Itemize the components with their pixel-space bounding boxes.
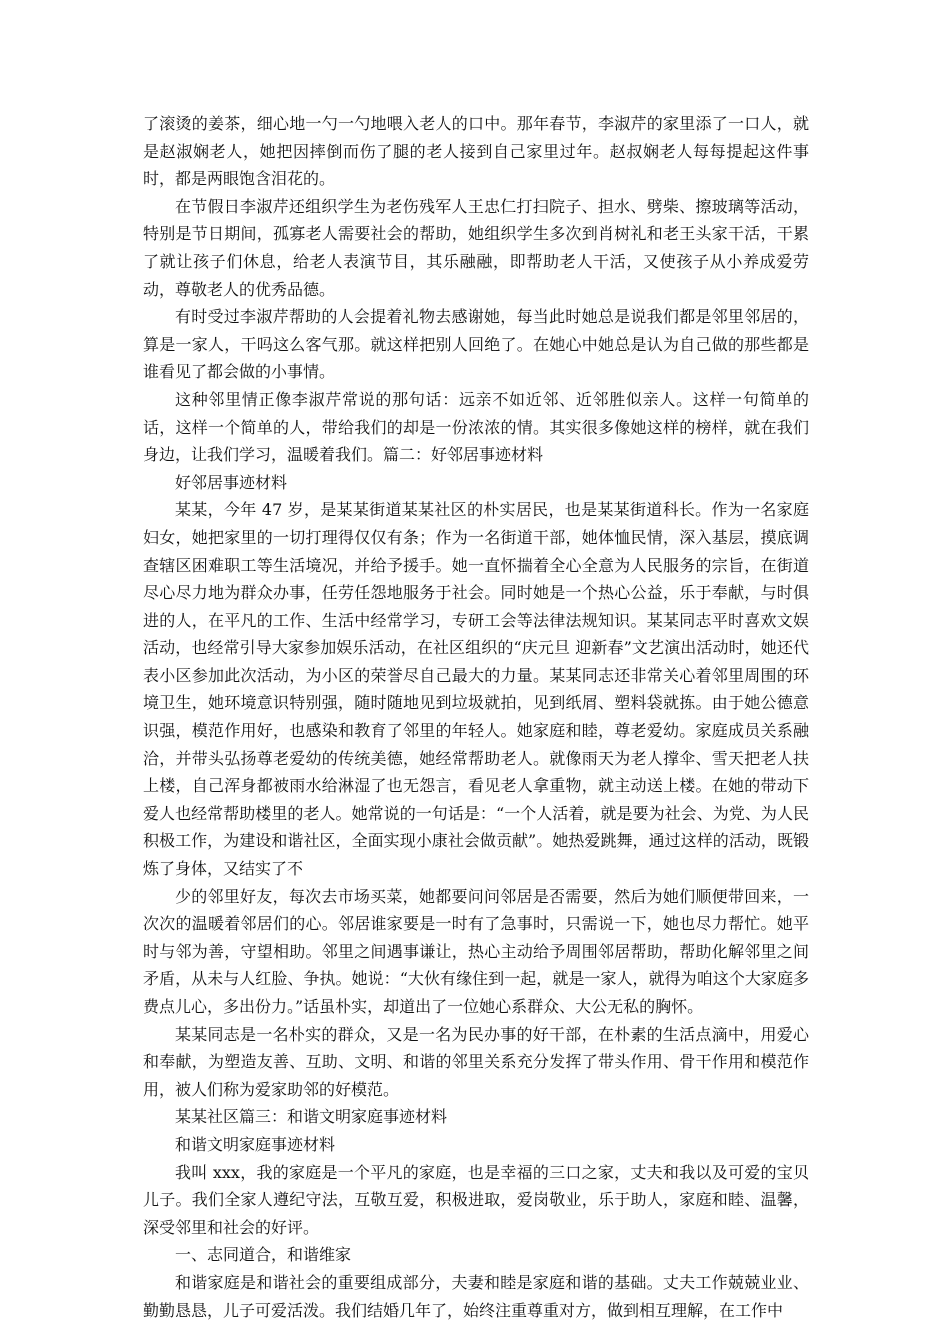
paragraph: 少的邻里好友，每次去市场买菜，她都要问问邻居是否需要，然后为她们顺便带回来，一次次的温暖着邻居们的心。邻居谁家要是一时有了急事时，只需说一下，她也尽力帮忙。她平时与邻为善，守望相助。邻里之间遇事谦让，热心主动给予周围邻居帮助，帮助化解邻里之间矛盾，从未与人红脸、争执。她说：“大伙有缘住到一起，就是一家人，就得为咱这个大家庭多费点儿心，多出份力。”话虽朴实，却道出了一位她心系群众、大公无私的胸怀。 <box>143 886 809 1016</box>
paragraph: 我叫 xxx，我的家庭是一个平凡的家庭，也是幸福的三口之家，丈夫和我以及可爱的宝贝儿子。我们全家人遵纪守法，互敬互爱，积极进取，爱岗敬业，乐于助人，家庭和睦、温馨，深受邻里和社会的好评。 <box>143 1162 809 1237</box>
document-page <box>143 110 809 1324</box>
paragraph: 在节假日李淑芹还组织学生为老伤残军人王忠仁打扫院子、担水、劈柴、擦玻璃等活动，特别是节日期间，孤寡老人需要社会的帮助，她组织学生多次到肖树礼和老王头家干活，干累了就让孩子们休息，给老人表演节目，其乐融融，即帮助老人干活，又使孩子从小养成爱劳动，尊敬老人的优秀品德。 <box>143 196 809 299</box>
paragraph: 这种邻里情正像李淑芹常说的那句话：远亲不如近邻、近邻胜似亲人。这样一句简单的话，这样一个简单的人，带给我们的却是一份浓浓的情。其实很多像她这样的榜样，就在我们身边，让我们学习，温暖着我们。篇二：好邻居事迹材料 <box>143 389 809 465</box>
section-heading: 好邻居事迹材料 <box>175 472 288 492</box>
section-heading: 某某社区篇三：和谐文明家庭事迹材料 <box>175 1107 448 1127</box>
paragraph: 和谐家庭是和谐社会的重要组成部分，夫妻和睦是家庭和谐的基础。丈夫工作兢兢业业、勤勤恳恳，儿子可爱活泼。我们结婚几年了，始终注重尊重对方，做到相互理解，在工作中 <box>143 1272 809 1320</box>
section-heading: 和谐文明家庭事迹材料 <box>175 1134 336 1154</box>
paragraph: 某某同志是一名朴实的群众，又是一名为民办事的好干部，在朴素的生活点滴中，用爱心和奉献，为塑造友善、互助、文明、和谐的邻里关系充分发挥了带头作用、骨干作用和模范作用，被人们称为爱家助邻的好模范。 <box>143 1024 809 1099</box>
paragraph: 某某，今年 47 岁，是某某街道某某社区的朴实居民，也是某某街道科长。作为一名家庭妇女，她把家里的一切打理得仅仅有条；作为一名街道干部，她体恤民情，深入基层，摸底调查辖区困难职工等生活境况，并给予援手。她一直怀揣着全心全意为人民服务的宗旨，在街道尽心尽力地为群众办事，任劳任怨地服务于社会。同时她是一个热心公益，乐于奉献，与时俱进的人，在平凡的工作、生活中经常学习，专研工会等法律法规知识。某某同志平时喜欢文娱活动，也经常引导大家参加娱乐活动，在社区组织的“庆元旦 迎新春”文艺演出活动时，她还代表小区参加此次活动，为小区的荣誉尽自己最大的力量。某某同志还非常关心着邻里周围的环境卫生，她环境意识特别强，随时随地见到垃圾就拍，见到纸屑、塑料袋就拣。由于她公德意识强，模范作用好，也感染和教育了邻里的年轻人。她家庭和睦，尊老爱幼。家庭成员关系融洽，并带头弘扬尊老爱幼的传统美德，她经常帮助老人。就像雨天为老人撑伞、雪天把老人扶上楼，自己浑身都被雨水给淋湿了也无怨言，看见老人拿重物，就主动送上楼。在她的带动下爱人也经常帮助楼里的老人。她常说的一句话是：“一个人活着，就是要为社会、为党、为人民积极工作，为建设和谐社区，全面实现小康社会做贡献”。她热爱跳舞，通过这样的活动，既锻炼了身体，又结实了不 <box>143 500 809 879</box>
paragraph: 有时受过李淑芹帮助的人会提着礼物去感谢她，每当此时她总是说我们都是邻里邻居的，算是一家人，干吗这么客气那。就这样把别人回绝了。在她心中她总是认为自己做的那些都是谁看见了都会做的小事情。 <box>143 307 809 382</box>
section-heading: 一、志同道合，和谐维家 <box>175 1245 352 1265</box>
paragraph-continuation: 了滚烫的姜茶，细心地一勺一勺地喂入老人的口中。那年春节，李淑芹的家里添了一口人，就是赵淑娴老人，她把因摔倒而伤了腿的老人接到自己家里过年。赵叔娴老人每每提起这件事时，都是两眼饱含泪花的。 <box>143 114 809 189</box>
